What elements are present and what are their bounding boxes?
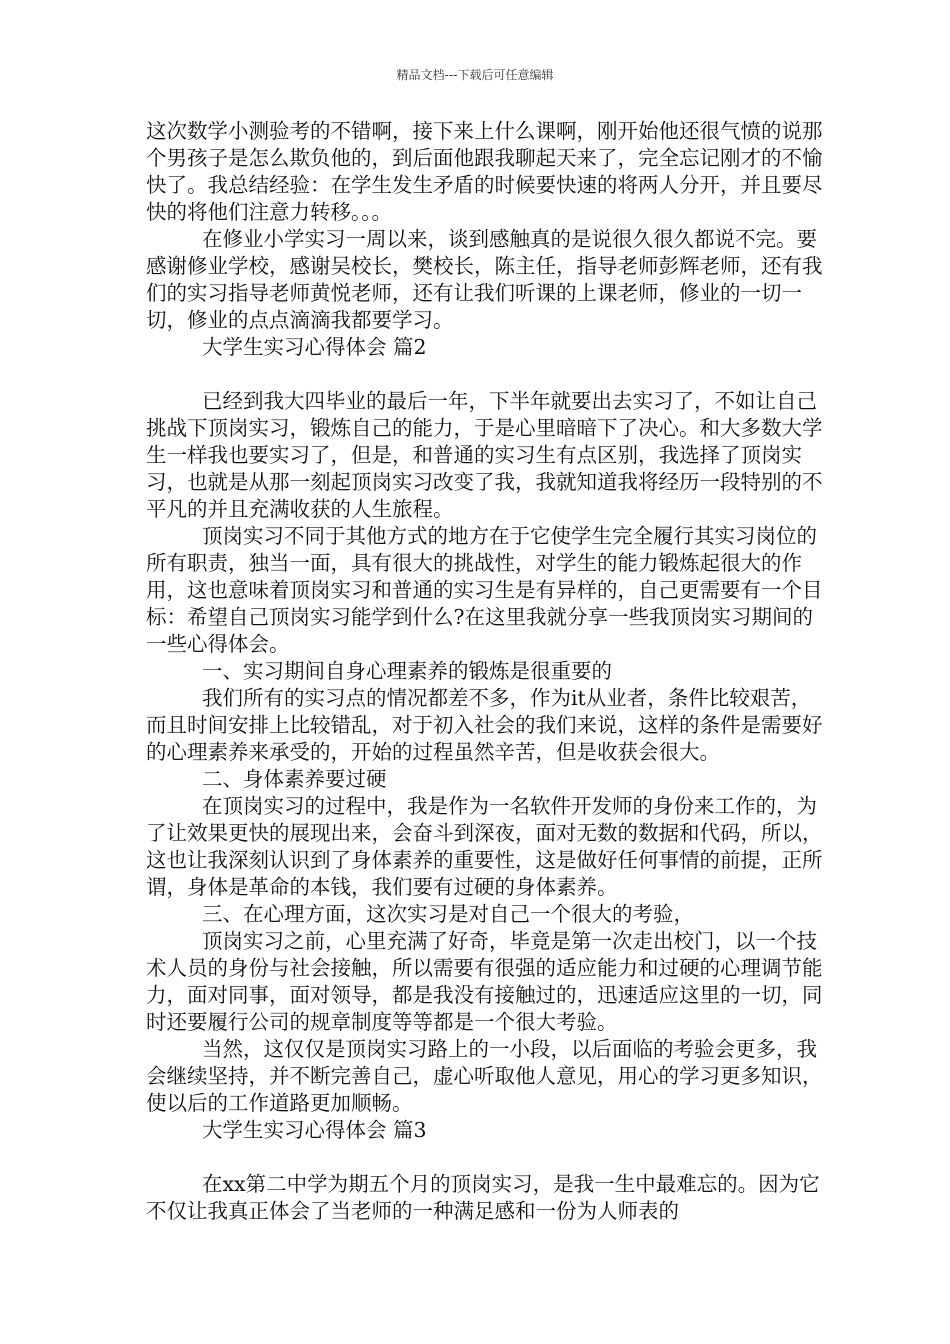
paragraph: 我们所有的实习点的情况都差不多，作为it从业者，条件比较艰苦，而且时间安排上比较错乱，对于初入社会的我们来说，这样的条件是需要好的心理素养来承受的，开始的过程虽然辛苦，但是收获会很大。 — [146, 686, 823, 764]
paragraph: 顶岗实习之前，心里充满了好奇，毕竟是第一次走出校门，以一个技术人员的身份与社会接触，所以需要有很强的适应能力和过硬的心理调节能力，面对同事，面对领导，都是我没有接触过的，迅速适应这里的一切，同时还要履行公司的规章制度等等都是一个很大考验。 — [146, 929, 823, 1034]
paragraph: 在xx第二中学为期五个月的顶岗实习，是我一生中最难忘的。因为它不仅让我真正体会了当老师的一种满足感和一份为人师表的 — [146, 1172, 820, 1223]
paragraph: 这次数学小测验考的不错啊，接下来上什么课啊，刚开始他还很气愤的说那个男孩子是怎么欺负他的，到后面他跟我聊起天来了，完全忘记刚才的不愉快了。我总结经验：在学生发生矛盾的时候要快速的将两人分开，并且要尽快的将他们注意力转移。。。 — [146, 119, 823, 224]
spacer — [146, 1144, 826, 1171]
subheading: 一、实习期间自身心理素养的锻炼是很重要的 — [202, 659, 612, 683]
paragraph: 在修业小学实习一周以来，谈到感触真的是说很久很久都说不完。要感谢修业学校，感谢吴校长，樊校长，陈主任，指导老师彭辉老师，还有我们的实习指导老师黄悦老师，还有让我们听课的上课老师，修业的一切一切，修业的点点滴滴我都要学习。 — [146, 227, 823, 332]
subheading: 三、在心理方面，这次实习是对自己一个很大的考验， — [202, 902, 694, 926]
paragraph: 顶岗实习不同于其他方式的地方在于它使学生完全履行其实习岗位的所有职责，独当一面，具有很大的挑战性，对学生的能力锻炼起很大的作用，这也意味着顶岗实习和普通的实习生是有异样的，自己更需要有一个目标：希望自己顶岗实习能学到什么?在这里我就分享一些我顶岗实习期间的一些心得体会。 — [146, 524, 823, 656]
paragraph: 在顶岗实习的过程中，我是作为一名软件开发师的身份来工作的，为了让效果更快的展现出来，会奋斗到深夜，面对无数的数据和代码，所以，这也让我深刻认识到了身体素养的重要性，这是做好任何事情的前提，正所谓，身体是革命的本钱，我们要有过硬的身体素养。 — [146, 794, 823, 899]
spacer — [146, 361, 826, 388]
page-header: 精品文档---下载后可任意编辑 — [396, 68, 554, 82]
subheading: 二、身体素养要过硬 — [202, 767, 387, 791]
paragraph: 当然，这仅仅是顶岗实习路上的一小段，以后面临的考验会更多，我会继续坚持，并不断完善自己，虚心听取他人意见，用心的学习更多知识，使以后的工作道路更加顺畅。 — [146, 1037, 823, 1115]
document-body — [146, 118, 826, 1225]
paragraph: 已经到我大四毕业的最后一年，下半年就要出去实习了，不如让自己挑战下顶岗实习，锻炼自己的能力，于是心里暗暗下了决心。和大多数大学生一样我也要实习了，但是，和普通的实习生有点区别，我选择了顶岗实习，也就是从那一刻起顶岗实习改变了我，我就知道我将经历一段特别的不平凡的并且充满收获的人生旅程。 — [146, 389, 823, 521]
section-title: 大学生实习心得体会 篇3 — [202, 1118, 427, 1142]
section-title: 大学生实习心得体会 篇2 — [202, 335, 427, 359]
